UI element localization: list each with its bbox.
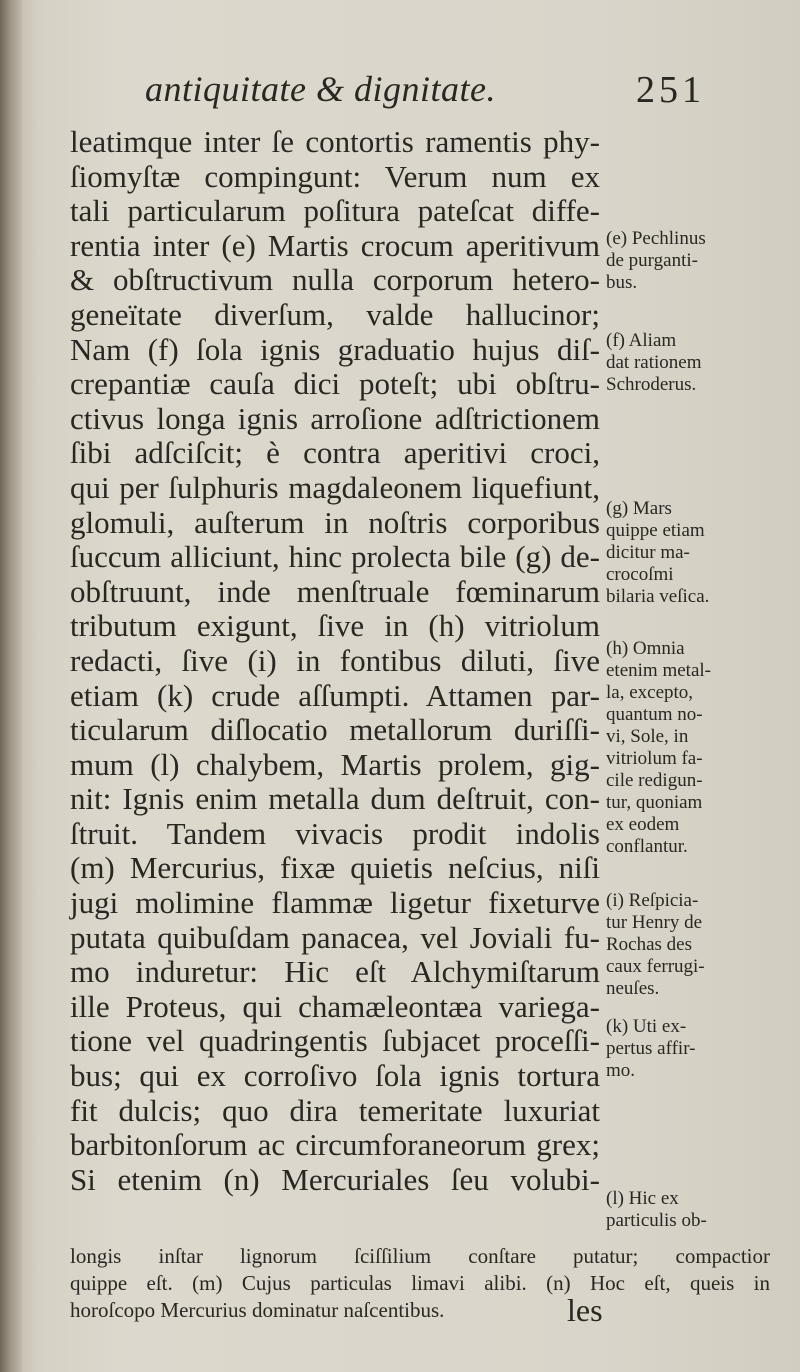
text-line: geneïtate diverſum, valde hallucinor;	[70, 296, 600, 332]
text-line: etiam (k) crude aſſumpti. Attamen par-	[70, 677, 600, 713]
text-line: jugi molimine flammæ ligetur fixeturve	[70, 885, 600, 921]
text-line: qui per ſulphuris magdaleonem liquefiunt,	[70, 469, 600, 505]
text-line: ſibi adſciſcit; è contra aperitivi croci,	[70, 435, 600, 471]
text-line: tali particularum poſitura pateſcat diffe-	[70, 193, 600, 229]
text-line: mo induretur: Hic eſt Alchymiſtarum	[70, 954, 600, 990]
text-line: Si etenim (n) Mercuriales ſeu volubi-	[70, 1161, 600, 1197]
text-line: nit: Ignis enim metalla dum deſtruit, con-	[70, 781, 600, 817]
catchword: les	[567, 1292, 603, 1328]
text-line: rentia inter (e) Martis crocum aperitivum	[70, 227, 600, 263]
text-line: ille Proteus, qui chamæleontæa variega-	[70, 988, 600, 1024]
marginal-note-e: (e) Pechlinus de purganti- bus.	[606, 228, 706, 293]
text-line: barbitonſorum ac circumforaneorum grex;	[70, 1127, 600, 1163]
text-line: putata quibuſdam panacea, vel Joviali fu-	[70, 919, 600, 955]
text-line: glomuli, auſterum in noſtris corporibus	[70, 504, 600, 540]
text-line: tione vel quadringentis ſubjacet proceſſi-	[70, 1023, 600, 1059]
text-line: bus; qui ex corroſivo ſola ignis tortura	[70, 1058, 600, 1094]
running-head	[145, 68, 705, 118]
page-number: 251	[636, 69, 705, 111]
text-line: ſuccum alliciunt, hinc prolecta bile (g) de-	[70, 539, 600, 575]
footnote-line: horoſcopo Mercurius dominatur naſcentibus.	[70, 1298, 445, 1322]
marginal-note-h: (h) Omnia etenim metal- la, excepto, quantum no- vi, Sole, in vitriolum fa- cile redigun- tur, quoniam ex eodem conflantur.	[606, 638, 711, 857]
running-head-title: antiquitate & dignitate.	[145, 69, 496, 109]
marginal-note-g: (g) Mars quippe etiam dicitur ma- crocoſmi bilaria veſica.	[606, 498, 710, 607]
text-line: & obſtructivum nulla corporum hetero-	[70, 262, 600, 298]
marginal-note-l: (l) Hic ex particulis ob-	[606, 1188, 707, 1231]
marginal-note-k: (k) Uti ex- pertus affir- mo.	[606, 1016, 696, 1081]
text-line: leatimque inter ſe contortis ramentis phy-	[70, 124, 600, 159]
text-line: mum (l) chalybem, Martis prolem, gig-	[70, 746, 600, 782]
text-line: fit dulcis; quo dira temeritate luxuriat	[70, 1092, 600, 1128]
text-line: tributum exigunt, ſive in (h) vitriolum	[70, 608, 600, 644]
text-line: crepantiæ cauſa dici poteſt; ubi obſtru-	[70, 366, 600, 402]
footnotes	[70, 1243, 770, 1324]
marginal-note-f: (f) Aliam dat rationem Schroderus.	[606, 330, 702, 395]
text-line: ſtruit. Tandem vivacis prodit indolis	[70, 815, 600, 851]
text-line: obſtruunt, inde menſtruale fœminarum	[70, 573, 600, 609]
text-line: ticularum diſlocatio metallorum duriſſi-	[70, 712, 600, 748]
text-line: ſiomyſtæ compingunt: Verum num ex	[70, 158, 600, 194]
main-text-block	[70, 125, 600, 1197]
footnote-line: longis inſtar lignorum ſciſſilium conſtare putatur; compactior	[70, 1244, 770, 1268]
footnote-line: quippe eſt. (m) Cujus particulas limavi alibi. (n) Hoc eſt, queis in	[70, 1271, 770, 1295]
text-line: (m) Mercurius, fixæ quietis neſcius, niſi	[70, 850, 600, 886]
text-line: redacti, ſive (i) in fontibus diluti, ſive	[70, 642, 600, 678]
book-gutter	[0, 0, 22, 1372]
marginal-note-i: (i) Reſpicia- tur Henry de Rochas des caux ferrugi- neuſes.	[606, 890, 705, 999]
text-line: Nam (f) ſola ignis graduatio hujus diſ-	[70, 331, 600, 367]
text-line: ctivus longa ignis arroſione adſtrictionem	[70, 400, 600, 436]
